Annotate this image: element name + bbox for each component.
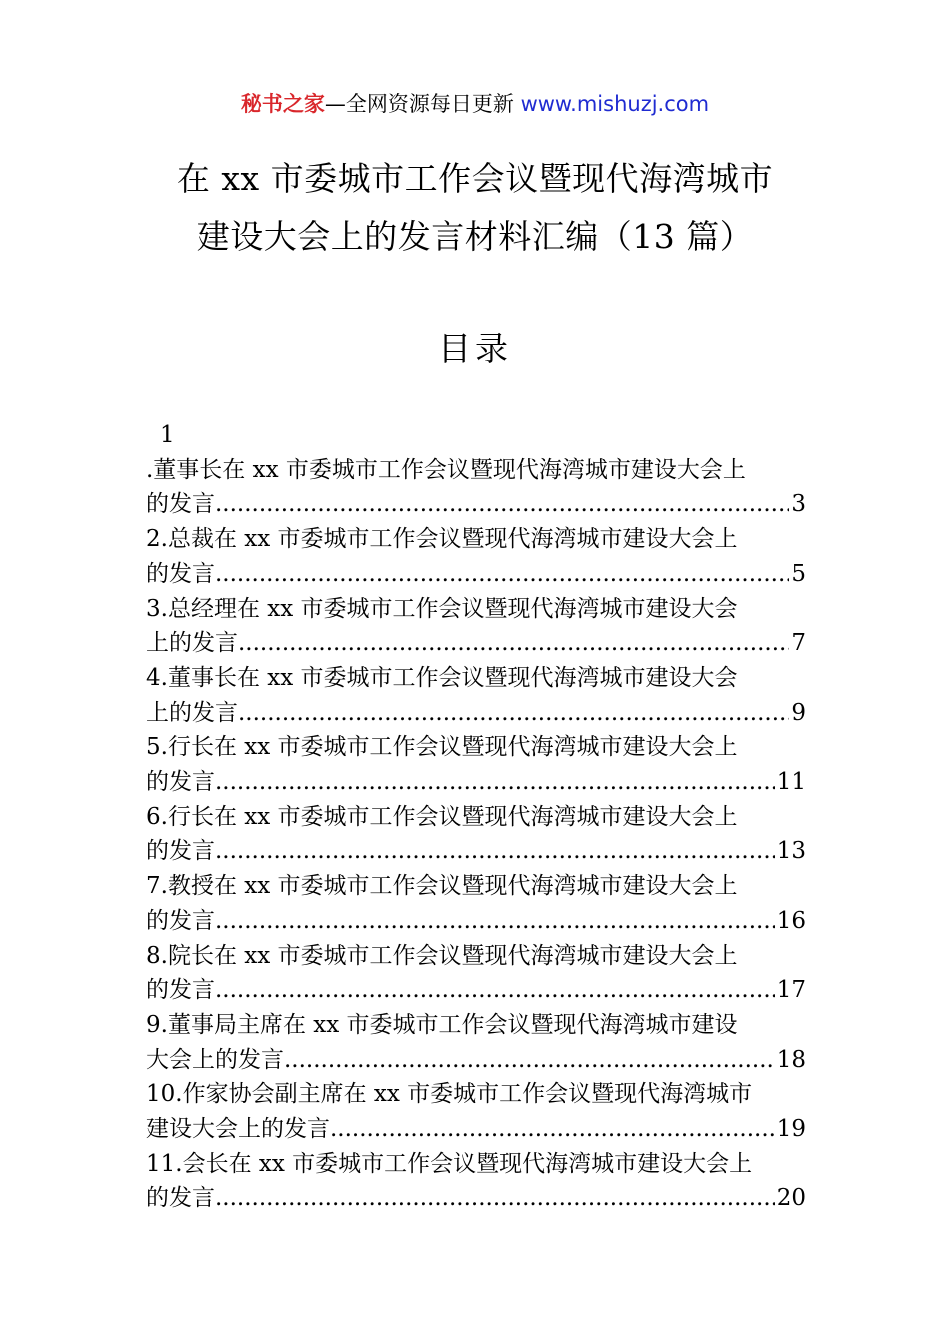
toc-entry-title: 7.教授在 xx 市委城市工作会议暨现代海湾城市建设大会上 [146, 873, 738, 900]
toc-entry[interactable] [146, 661, 806, 730]
toc-page-number: 9 [791, 699, 806, 726]
toc-entry-continuation [146, 834, 806, 869]
toc-entry-title: 3.总经理在 xx 市委城市工作会议暨现代海湾城市建设大会 [146, 595, 738, 622]
site-url-link[interactable]: www.mishuzj.com [520, 92, 710, 116]
toc-entry-continuation [146, 973, 806, 1008]
toc-entry-title: 8.院长在 xx 市委城市工作会议暨现代海湾城市建设大会上 [146, 942, 738, 969]
toc-entry[interactable] [146, 522, 806, 591]
toc-entry-title: 10.作家协会副主席在 xx 市委城市工作会议暨现代海湾城市 [146, 1081, 753, 1108]
toc-entry-title-end: 的发言 [146, 769, 215, 796]
brand-name: 秘书之家 [240, 92, 325, 116]
document-title [0, 150, 950, 266]
toc-entry[interactable] [146, 1077, 806, 1146]
title-line-1: 在 xx 市委城市工作会议暨现代海湾城市 [176, 159, 774, 198]
toc-entries [146, 453, 806, 1216]
toc-entry-title-end: 的发言 [146, 1185, 215, 1212]
dot-leader [215, 557, 789, 592]
toc-page-number: 16 [776, 907, 806, 934]
toc-entry-continuation [146, 765, 806, 800]
toc-entry[interactable] [146, 869, 806, 938]
toc-entry-continuation [146, 1112, 806, 1147]
toc-entry-title-end: 大会上的发言 [146, 1046, 284, 1073]
toc-entry[interactable] [146, 592, 806, 661]
dot-leader [284, 1043, 775, 1078]
dot-leader [215, 487, 789, 522]
toc-entry-continuation [146, 557, 806, 592]
toc-entry-continuation [146, 626, 806, 661]
toc-entry-title: 4.董事长在 xx 市委城市工作会议暨现代海湾城市建设大会 [146, 664, 738, 691]
toc-entry[interactable] [146, 453, 806, 522]
site-header [0, 88, 950, 120]
toc-entry-title-end: 建设大会上的发言 [146, 1116, 330, 1143]
title-line-2: 建设大会上的发言材料汇编（13 篇） [196, 217, 754, 256]
toc-page-number: 3 [791, 491, 806, 518]
toc-entry-title-end: 上的发言 [146, 630, 238, 657]
toc-entry-continuation [146, 1181, 806, 1216]
toc-entry-title-end: 的发言 [146, 838, 215, 865]
toc-entry-continuation [146, 904, 806, 939]
dot-leader [330, 1112, 775, 1147]
toc-entry-title: .董事长在 xx 市委城市工作会议暨现代海湾城市建设大会上 [146, 456, 746, 483]
toc-entry-title: 2.总裁在 xx 市委城市工作会议暨现代海湾城市建设大会上 [146, 526, 738, 553]
toc-entry-title-end: 的发言 [146, 491, 215, 518]
dot-leader [215, 1181, 775, 1216]
toc-entry-title: 6.行长在 xx 市委城市工作会议暨现代海湾城市建设大会上 [146, 803, 738, 830]
dot-leader [215, 834, 775, 869]
toc-page-number: 13 [776, 838, 806, 865]
toc-entry-title: 9.董事局主席在 xx 市委城市工作会议暨现代海湾城市建设 [146, 1011, 738, 1038]
toc-page-number: 20 [776, 1185, 806, 1212]
toc-entry-title: 5.行长在 xx 市委城市工作会议暨现代海湾城市建设大会上 [146, 734, 738, 761]
dot-leader [215, 973, 775, 1008]
toc-entry[interactable] [146, 939, 806, 1008]
toc-entry-title-end: 上的发言 [146, 699, 238, 726]
table-of-contents [146, 418, 806, 1216]
toc-entry[interactable] [146, 800, 806, 869]
header-tagline: —全网资源每日更新 [324, 92, 521, 116]
dot-leader [238, 696, 789, 731]
toc-page-number: 11 [776, 769, 806, 796]
toc-page-number: 18 [776, 1046, 806, 1073]
dot-leader [215, 765, 775, 800]
toc-heading: 目录 [438, 329, 512, 368]
toc-page-number: 19 [776, 1116, 806, 1143]
toc-entry-title-end: 的发言 [146, 907, 215, 934]
toc-entry-title: 11.会长在 xx 市委城市工作会议暨现代海湾城市建设大会上 [146, 1150, 753, 1177]
dot-leader [238, 626, 789, 661]
toc-entry-title-end: 的发言 [146, 560, 215, 587]
toc-entry-continuation [146, 1043, 806, 1078]
toc-page-number: 5 [791, 560, 806, 587]
toc-page-number: 17 [776, 977, 806, 1004]
toc-entry[interactable] [146, 1008, 806, 1077]
toc-first-number: 1 [160, 422, 175, 448]
toc-entry[interactable] [146, 1147, 806, 1216]
toc-entry-title-end: 的发言 [146, 977, 215, 1004]
toc-entry-continuation [146, 487, 806, 522]
toc-entry-continuation [146, 696, 806, 731]
toc-page-number: 7 [791, 630, 806, 657]
dot-leader [215, 904, 775, 939]
toc-entry[interactable] [146, 730, 806, 799]
